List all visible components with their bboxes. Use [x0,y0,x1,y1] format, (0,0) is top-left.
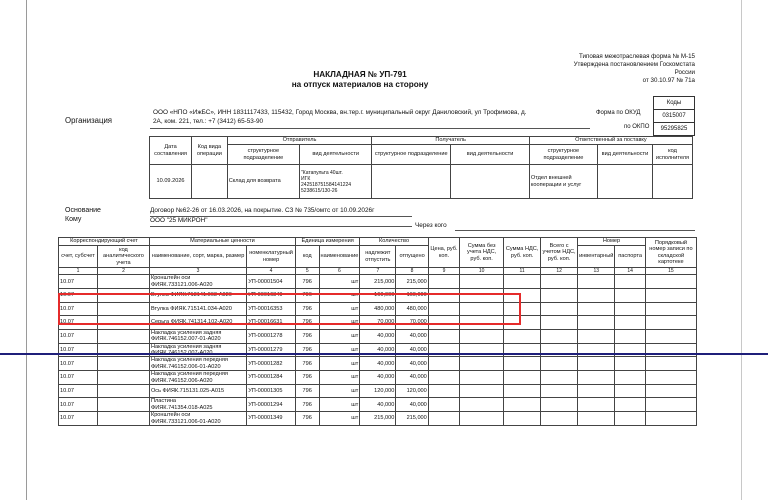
order-cell [645,275,696,289]
qty-rel-cell: 40,000 [396,398,428,412]
column-number: 3 [149,268,246,275]
column-number: 12 [541,268,578,275]
qty-rel-cell: 215,000 [396,275,428,289]
name-line1: Кронштейн оси [150,412,191,419]
th-sender-struct: структурное подразделение [227,145,299,165]
account-cell: 10.07 [59,329,98,343]
table-row [59,412,697,426]
name-line1: Накладка усиления задняя [150,343,222,350]
passport-cell [615,384,646,398]
name-cell [149,357,246,371]
name-cell [149,329,246,343]
qty-need-cell: 40,000 [360,398,396,412]
qty-rel-cell: 40,000 [396,357,428,371]
nomen-cell: УП-00001349 [247,412,296,426]
receiver-activity-cell [451,165,530,199]
price-cell [428,275,459,289]
column-number: 8 [396,268,428,275]
passport-cell [615,412,646,426]
th-sum-novat: Сумма без учета НДС, руб. коп. [460,238,504,268]
form-header-line2: Утверждена постановлением Госкомстата России [573,61,695,76]
column-number: 10 [460,268,504,275]
account-cell: 10.07 [59,357,98,371]
account-cell: 10.07 [59,343,98,357]
column-number: 9 [428,268,459,275]
resp-code-cell [652,165,692,199]
table-row [59,357,697,371]
qty-rel-cell: 160,000 [396,289,428,303]
total-cell [541,289,578,303]
qty-need-cell: 40,000 [360,343,396,357]
table-row [59,371,697,385]
total-cell [541,384,578,398]
to-label: Кому [65,216,82,223]
nomen-cell: УП-00001294 [247,398,296,412]
qty-rel-cell: 480,000 [396,302,428,316]
th-resp-code: код исполнителя [652,145,692,165]
sender-activity-4: 5238615/130-26 [301,187,338,194]
th-unit: Единица измерения [295,238,359,246]
name-cell [149,384,246,398]
account-cell: 10.07 [59,302,98,316]
table-row [59,275,697,289]
qty-need-cell: 480,000 [360,302,396,316]
th-total: Всего с учетом НДС, руб. коп. [541,238,578,268]
total-cell [541,302,578,316]
th-op-code: Код вида операции [192,137,228,165]
th-account-sub: счет, субсчет [59,246,98,268]
nomen-cell: УП-00016631 [247,316,296,330]
sender-activity-2: ИГК [301,175,311,182]
nomen-cell: УП-00016353 [247,302,296,316]
account-cell: 10.07 [59,371,98,385]
qty-rel-cell: 40,000 [396,329,428,343]
parties-table [149,136,693,199]
th-qty-need: надлежит отпустить [360,246,396,268]
sender-activity-3: 242518751584141224 [301,181,352,188]
column-numbers-row [59,268,697,275]
sum-cell [460,329,504,343]
via-underline [455,230,695,231]
qty-rel-cell: 70,000 [396,316,428,330]
sum-cell [460,398,504,412]
analytic-cell [97,371,149,385]
unit-name-cell: шт [319,275,360,289]
unit-name-cell: шт [319,398,360,412]
materials-table [58,237,697,426]
to-value: ООО "25 МИКРОН" [150,217,208,224]
th-receiver: Получатель [372,137,530,145]
page-left-edge [26,0,27,500]
nomen-cell: УП-00001278 [247,329,296,343]
okpo-value: 95295825 [660,126,688,132]
account-cell: 10.07 [59,316,98,330]
qty-need-cell: 120,000 [360,384,396,398]
sum-cell [460,275,504,289]
nomen-cell: УП-00016349 [247,289,296,303]
analytic-cell [97,412,149,426]
passport-cell [615,302,646,316]
price-cell [428,412,459,426]
to-underline [150,226,412,227]
qty-rel-cell: 40,000 [396,371,428,385]
unit-code-cell: 796 [295,302,319,316]
unit-code-cell: 796 [295,343,319,357]
column-number: 14 [615,268,646,275]
via-label: Через кого [415,222,447,229]
organization-underline [150,128,590,129]
th-sender-activity: вид деятельности [300,145,372,165]
basis-label: Основание [65,207,101,214]
th-resp-struct: структурное подразделение [529,145,597,165]
th-inv: инвентарный [578,246,615,268]
table-row [59,384,697,398]
codes-label: Коды [654,97,694,110]
total-cell [541,316,578,330]
total-cell [541,275,578,289]
inv-cell [578,384,615,398]
unit-code-cell: 796 [295,371,319,385]
unit-name-cell: шт [319,412,360,426]
th-receiver-struct: структурное подразделение [372,145,451,165]
account-cell: 10.07 [59,275,98,289]
nomen-cell: УП-00001504 [247,275,296,289]
passport-cell [615,316,646,330]
title-line1: НАКЛАДНАЯ № УП-791 [313,70,407,79]
analytic-cell [97,384,149,398]
unit-code-cell: 796 [295,398,319,412]
analytic-cell [97,329,149,343]
name-line2: ФИЯК.746152.007-01-А020 [150,336,221,343]
horizontal-marker-line [0,353,768,355]
okud-label: Форма по ОКУД [596,110,641,116]
column-number: 13 [578,268,615,275]
nomen-cell: УП-00001305 [247,384,296,398]
order-cell [645,357,696,371]
unit-name-cell: шт [319,357,360,371]
sum-cell [460,412,504,426]
order-cell [645,384,696,398]
nomen-cell: УП-00001279 [247,343,296,357]
th-qty: Количество [360,238,428,246]
column-number: 6 [319,268,360,275]
inv-cell [578,275,615,289]
account-cell: 10.07 [59,384,98,398]
table-row [59,398,697,412]
total-cell [541,412,578,426]
order-cell [645,412,696,426]
price-cell [428,329,459,343]
passport-cell [615,329,646,343]
vat-cell [504,329,541,343]
passport-cell [615,275,646,289]
th-material: Материальные ценности [149,238,295,246]
receiver-struct-cell [372,165,451,199]
th-sender: Отправитель [227,137,372,145]
column-number: 4 [247,268,296,275]
qty-rel-cell: 215,000 [396,412,428,426]
qty-need-cell: 40,000 [360,357,396,371]
analytic-cell [97,275,149,289]
th-unit-name: наименование [319,246,360,268]
highlight-box [58,293,521,325]
name-cell [149,398,246,412]
th-qty-rel: отпущено [396,246,428,268]
name-line2: ФИЯК.746152.006-А020 [150,377,213,384]
name-line2: ФИЯК.741354.018-А025 [150,404,213,411]
name-line1: Накладка усиления передняя [150,371,228,378]
name-line1: Втулка ФИЯК.715141.034-А020 [150,305,232,312]
name-cell [149,412,246,426]
analytic-cell [97,398,149,412]
inv-cell [578,357,615,371]
nomen-cell: УП-00001282 [247,357,296,371]
inv-cell [578,412,615,426]
th-resp-activity: вид деятельности [597,145,652,165]
th-analytic: код аналитического учета [97,246,149,268]
name-cell [149,371,246,385]
qty-need-cell: 215,000 [360,275,396,289]
order-cell [645,371,696,385]
name-cell [149,275,246,289]
table-row [59,329,697,343]
qty-rel-cell: 40,000 [396,343,428,357]
unit-name-cell: шт [319,329,360,343]
sum-cell [460,384,504,398]
qty-need-cell: 40,000 [360,371,396,385]
qty-need-cell: 215,000 [360,412,396,426]
account-cell: 10.07 [59,289,98,303]
column-number: 15 [645,268,696,275]
qty-need-cell: 160,000 [360,289,396,303]
organization-value-1: ООО «НПО «ИжБС», ИНН 1831117433, 115432, Город Москва, вн.тер.г. муниципальный округ Даниловский, ул Трофимова, д. [153,109,527,116]
th-receiver-activity: вид деятельности [451,145,530,165]
order-cell [645,302,696,316]
column-number: 2 [97,268,149,275]
qty-need-cell: 70,000 [360,316,396,330]
name-line1: Пластина [150,398,177,405]
name-line1: Серьга ФИЯК.741314.102-А020 [150,319,233,326]
nomen-cell: УП-00001284 [247,371,296,385]
form-header [560,53,695,85]
inv-cell [578,289,615,303]
passport-cell [615,357,646,371]
unit-code-cell: 796 [295,316,319,330]
unit-code-cell: 796 [295,412,319,426]
order-cell [645,289,696,303]
name-line1: Втулка ФИЯК.713141.063-А020 [150,292,232,299]
account-cell: 10.07 [59,398,98,412]
vat-cell [504,412,541,426]
price-cell [428,371,459,385]
th-responsible: Ответственный за поставку [529,137,692,145]
inv-cell [578,329,615,343]
inv-cell [578,316,615,330]
vat-cell [504,275,541,289]
total-cell [541,398,578,412]
order-cell [645,316,696,330]
qty-rel-cell: 120,000 [396,384,428,398]
resp-activity-cell [597,165,652,199]
th-number: Номер [578,238,646,246]
date-cell: 10.09.2026 [150,165,192,199]
name-line2: ФИЯК.733121.006-01-А020 [150,418,221,425]
analytic-cell [97,357,149,371]
sender-activity-1: "Катапульта 40шт. [301,169,343,176]
resp-dept-2: кооперации и услуг [530,181,582,188]
vat-cell [504,384,541,398]
th-price: Цена, руб. коп. [428,238,459,268]
th-date: Дата составления [150,137,192,165]
th-nomen: номенклатурный номер [247,246,296,268]
qty-need-cell: 40,000 [360,329,396,343]
passport-cell [615,371,646,385]
column-number: 1 [59,268,98,275]
th-name: наименование, сорт, марка, размер [149,246,246,268]
sender-dept-cell: Склад для возврата [227,165,299,199]
account-cell: 10.07 [59,412,98,426]
vat-cell [504,371,541,385]
total-cell [541,371,578,385]
unit-code-cell: 796 [295,329,319,343]
vat-cell [504,357,541,371]
column-number: 11 [504,268,541,275]
unit-name-cell: шт [319,316,360,330]
sum-cell [460,371,504,385]
name-line2: ФИЯК.733121.006-А020 [150,281,213,288]
th-order: Порядковый номер записи по складской картотеке [645,238,696,268]
th-account: Корреспондирующий счет [59,238,150,246]
order-cell [645,398,696,412]
name-line2: ФИЯК.746152.006-01-А020 [150,363,221,370]
organization-value-2: 2А, ком. 221, тел.: +7 (3412) 65-53-90 [153,118,264,125]
name-line1: Накладка усиления передняя [150,357,228,364]
th-unit-code: код [295,246,319,268]
name-line1: Накладка усиления задняя [150,329,222,336]
inv-cell [578,398,615,412]
column-number: 5 [295,268,319,275]
okpo-label: по ОКПО [624,124,650,130]
passport-cell [615,289,646,303]
sender-activity-cell [300,165,372,199]
codes-box [653,96,695,136]
resp-dept-1: Отдел внешней [530,175,572,182]
okud-value: 0315007 [654,110,694,123]
order-cell [645,329,696,343]
form-header-line3: от 30.10.97 № 71а [642,77,695,84]
inv-cell [578,371,615,385]
name-line1: Ось ФИЯК.715131.025-А015 [150,388,225,395]
price-cell [428,398,459,412]
organization-label: Организация [65,116,113,125]
title-line2: на отпуск материалов на сторону [291,79,429,89]
vat-cell [504,398,541,412]
column-number: 7 [360,268,396,275]
page-right-edge [741,0,742,500]
th-passport: паспорта [615,246,646,268]
unit-code-cell: 796 [295,275,319,289]
total-cell [541,357,578,371]
total-cell [541,329,578,343]
unit-name-cell: шт [319,289,360,303]
op-code-cell [192,165,228,199]
name-line1: Кронштейн оси [150,275,191,282]
unit-name-cell: шт [319,302,360,316]
basis-value: Договор №62-26 от 16.03.2026, на покрытие. СЗ № 735/омтс от 10.09.2026г [150,207,375,214]
unit-name-cell: шт [319,343,360,357]
sum-cell [460,357,504,371]
unit-code-cell: 796 [295,384,319,398]
th-vat: Сумма НДС, руб. коп. [504,238,541,268]
form-header-line1: Типовая межотраслевая форма № М-15 [579,53,695,60]
unit-code-cell: 796 [295,289,319,303]
price-cell [428,384,459,398]
inv-cell [578,302,615,316]
resp-dept-cell [529,165,597,199]
price-cell [428,357,459,371]
unit-name-cell: шт [319,384,360,398]
passport-cell [615,398,646,412]
unit-code-cell: 796 [295,357,319,371]
document-title [270,70,450,89]
unit-name-cell: шт [319,371,360,385]
